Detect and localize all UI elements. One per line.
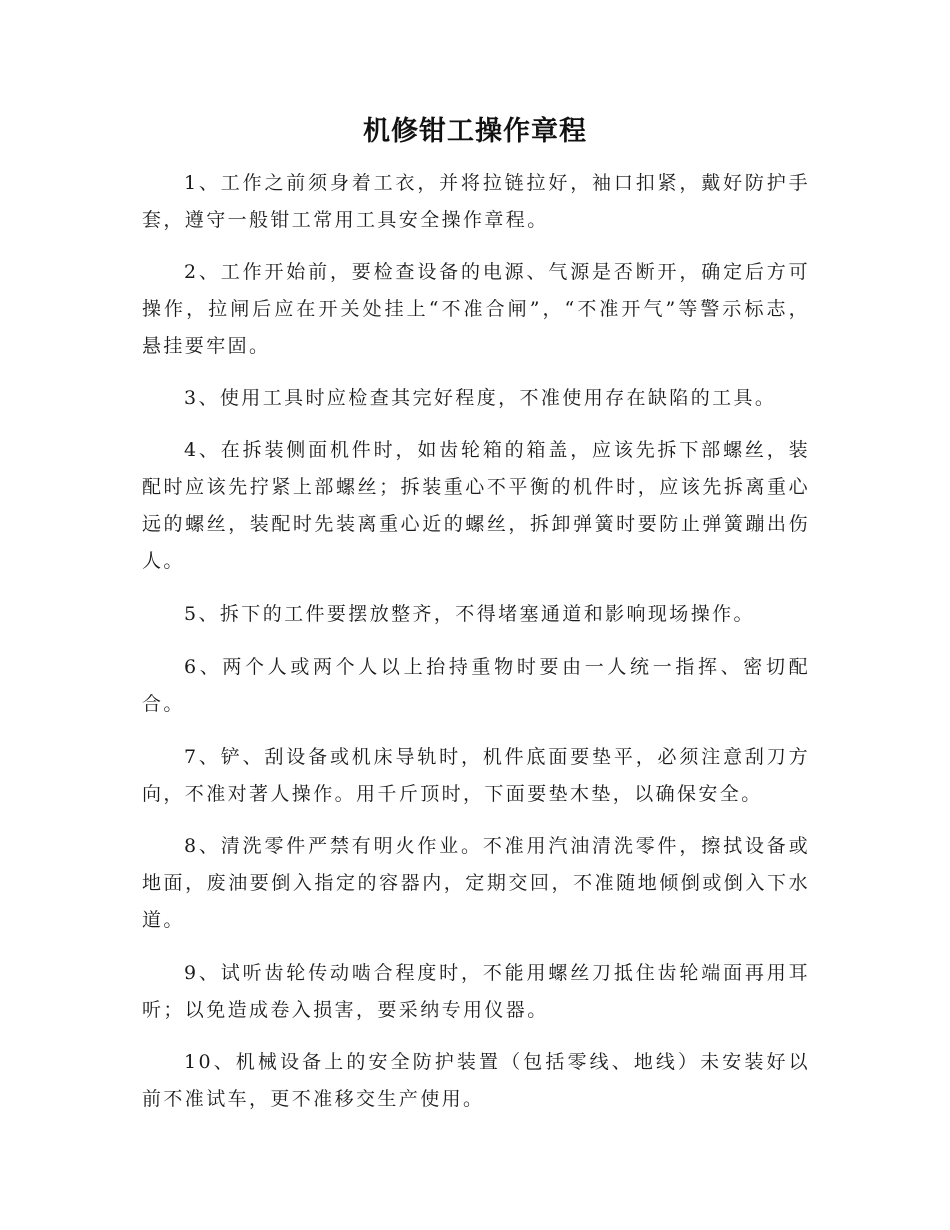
paragraph-2: 2、工作开始前，要检查设备的电源、气源是否断开，确定后方可操作，拉闸后应在开关处挂上“不准合闸”，“不准开气”等警示标志，悬挂要牢固。 [142,261,810,357]
document-title: 机修钳工操作章程 [363,116,587,147]
paragraph-8: 8、清洗零件严禁有明火作业。不准用汽油清洗零件，擦拭设备或地面，废油要倒入指定的容器内，定期交回，不准随地倾倒或倒入下水道。 [142,835,810,931]
paragraph-10: 10、机械设备上的安全防护装置（包括零线、地线）未安装好以前不准试车，更不准移交生产使用。 [142,1051,810,1110]
paragraph-7: 7、铲、刮设备或机床导轨时，机件底面要垫平，必须注意刮刀方向，不准对著人操作。用千斤顶时，下面要垫木垫，以确保安全。 [142,746,810,805]
paragraph-3: 3、使用工具时应检查其完好程度，不准使用存在缺陷的工具。 [184,387,777,409]
paragraph-1: 1、工作之前须身着工衣，并将拉链拉好，袖口扣紧，戴好防护手套，遵守一般钳工常用工具安全操作章程。 [142,172,810,231]
paragraph-5: 5、拆下的工件要摆放整齐，不得堵塞通道和影响现场操作。 [184,603,755,625]
paragraph-6: 6、两个人或两个人以上抬持重物时要由一人统一指挥、密切配合。 [142,656,810,715]
paragraph-9: 9、试听齿轮传动啮合程度时，不能用螺丝刀抵住齿轮端面再用耳听；以免造成卷入损害，要采纳专用仪器。 [142,962,810,1021]
paragraph-4: 4、在拆装侧面机件时，如齿轮箱的箱盖，应该先拆下部螺丝，装配时应该先拧紧上部螺丝；拆装重心不平衡的机件时，应该先拆离重心远的螺丝，装配时先装离重心近的螺丝，拆卸弹簧时要防止弹簧蹦出伤人。 [142,439,810,572]
